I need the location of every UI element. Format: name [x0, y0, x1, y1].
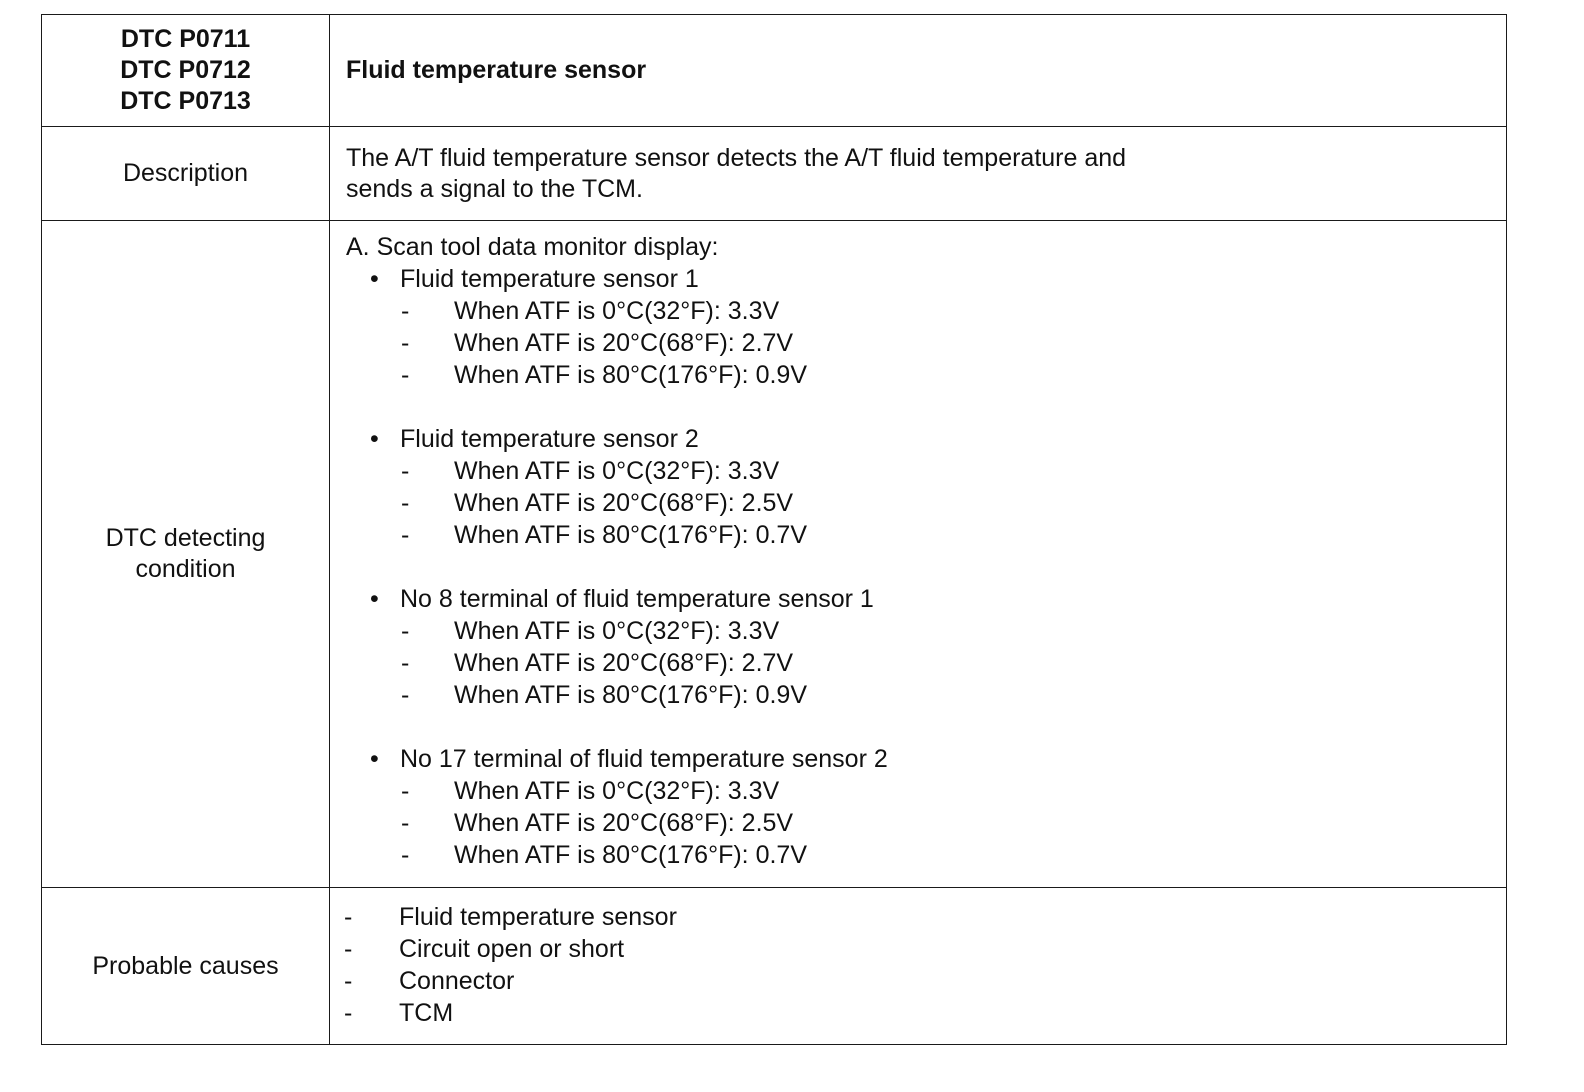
- list-item: [346, 455, 1506, 487]
- group-title-text: Fluid temperature sensor 2: [400, 425, 699, 453]
- sensor-group: [346, 423, 1506, 551]
- detecting-condition-row: [42, 221, 1507, 888]
- dash-icon: -: [344, 935, 353, 963]
- dash-icon: -: [401, 777, 410, 805]
- dtc-codes: [42, 24, 329, 117]
- group-title-text: Fluid temperature sensor 1: [400, 265, 699, 293]
- sensor-group: [346, 583, 1506, 711]
- item-text: When ATF is 80°C(176°F): 0.7V: [454, 841, 807, 869]
- dash-icon: -: [401, 649, 410, 677]
- item-text: When ATF is 20°C(68°F): 2.7V: [454, 649, 794, 677]
- dash-icon: -: [401, 681, 410, 709]
- item-text: When ATF is 0°C(32°F): 3.3V: [454, 297, 780, 325]
- label-line: DTC detecting: [105, 524, 266, 552]
- detecting-condition-label: [42, 221, 330, 888]
- cause-text: Fluid temperature sensor: [399, 903, 677, 931]
- dash-icon: -: [401, 329, 410, 357]
- group-title: [346, 583, 1506, 615]
- item-text: When ATF is 0°C(32°F): 3.3V: [454, 617, 780, 645]
- item-text: When ATF is 80°C(176°F): 0.7V: [454, 521, 807, 549]
- condition-heading: A. Scan tool data monitor display:: [346, 233, 719, 261]
- cause-text: Connector: [399, 967, 515, 995]
- bullet-icon: •: [370, 745, 379, 773]
- dash-icon: -: [401, 521, 410, 549]
- probable-causes-list: [330, 888, 1507, 1045]
- list-item: [346, 487, 1506, 519]
- dash-icon: -: [401, 841, 410, 869]
- dash-icon: -: [401, 489, 410, 517]
- description-text: [330, 127, 1507, 221]
- dtc-info-table: [41, 14, 1507, 1045]
- bullet-icon: •: [370, 265, 379, 293]
- dtc-code: DTC P0712: [120, 56, 251, 84]
- description-label: Description: [42, 127, 330, 221]
- list-item: [346, 295, 1506, 327]
- label-line: condition: [135, 555, 236, 583]
- item-text: When ATF is 20°C(68°F): 2.5V: [454, 489, 794, 517]
- section-title: Fluid temperature sensor: [330, 15, 1507, 127]
- bullet-icon: •: [370, 585, 379, 613]
- dash-icon: -: [401, 457, 410, 485]
- dash-icon: -: [401, 297, 410, 325]
- description-line: sends a signal to the TCM.: [346, 174, 643, 203]
- item-text: When ATF is 0°C(32°F): 3.3V: [454, 777, 780, 805]
- dtc-code: DTC P0713: [120, 87, 251, 115]
- list-item: [346, 839, 1506, 871]
- bullet-icon: •: [370, 425, 379, 453]
- item-text: When ATF is 0°C(32°F): 3.3V: [454, 457, 780, 485]
- dash-icon: -: [401, 617, 410, 645]
- dash-icon: -: [344, 999, 353, 1027]
- cause-text: TCM: [399, 999, 454, 1027]
- cause-item: [344, 965, 1506, 997]
- cause-item: [344, 901, 1506, 933]
- probable-causes-row: [42, 888, 1507, 1045]
- sensor-group: [346, 743, 1506, 871]
- list-item: [346, 327, 1506, 359]
- cause-text: Circuit open or short: [399, 935, 625, 963]
- cause-item: [344, 933, 1506, 965]
- dash-icon: -: [401, 361, 410, 389]
- list-item: [346, 807, 1506, 839]
- item-text: When ATF is 80°C(176°F): 0.9V: [454, 361, 807, 389]
- list-item: [346, 679, 1506, 711]
- dash-icon: -: [344, 903, 353, 931]
- description-row: [42, 127, 1507, 221]
- dtc-code: DTC P0711: [120, 25, 251, 53]
- group-title: [346, 743, 1506, 775]
- group-title: [346, 263, 1506, 295]
- group-title: [346, 423, 1506, 455]
- dtc-codes-cell: [42, 15, 330, 127]
- group-title-text: No 8 terminal of fluid temperature sensor 1: [400, 585, 874, 613]
- detecting-condition-content: [330, 221, 1507, 888]
- sensor-group: [346, 263, 1506, 391]
- group-title-text: No 17 terminal of fluid temperature sensor 2: [400, 745, 888, 773]
- item-text: When ATF is 20°C(68°F): 2.5V: [454, 809, 794, 837]
- list-item: [346, 775, 1506, 807]
- list-item: [346, 519, 1506, 551]
- item-text: When ATF is 20°C(68°F): 2.7V: [454, 329, 794, 357]
- dash-icon: -: [344, 967, 353, 995]
- list-item: [346, 647, 1506, 679]
- header-row: [42, 15, 1507, 127]
- list-item: [346, 359, 1506, 391]
- cause-item: [344, 997, 1506, 1029]
- description-line: The A/T fluid temperature sensor detects the A/T fluid temperature and: [346, 143, 1127, 172]
- dash-icon: -: [401, 809, 410, 837]
- list-item: [346, 615, 1506, 647]
- item-text: When ATF is 80°C(176°F): 0.9V: [454, 681, 807, 709]
- probable-causes-label: Probable causes: [42, 888, 330, 1045]
